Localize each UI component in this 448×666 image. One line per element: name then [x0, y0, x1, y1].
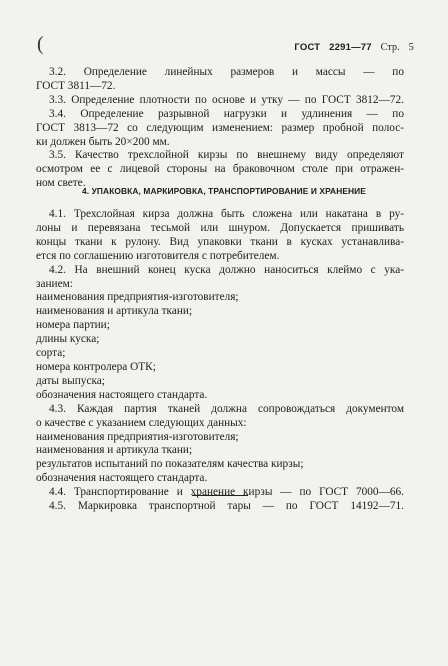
list-item: наименования и артикула ткани;: [36, 305, 193, 318]
list-item: номера партии;: [36, 319, 110, 332]
page-label: Стр.: [380, 42, 400, 53]
text-line: 4.4. Транспортирование и хранение кирзы — по ГОСТ 7000—66.: [49, 486, 404, 499]
text-line: ГОСТ 3811—72.: [36, 79, 116, 92]
text-line: 4.5. Маркировка транспортной тары — по ГОСТ 14192—71.: [49, 500, 404, 513]
text-line: ном свете.: [36, 177, 86, 190]
text-line: о качестве с указанием следующих данных:: [36, 416, 247, 429]
list-item: обозначения настоящего стандарта.: [36, 388, 208, 401]
list-item: наименования и артикула ткани;: [36, 444, 193, 457]
end-rule: [192, 495, 248, 496]
page-header: [288, 42, 414, 53]
list-item: наименования предприятия-изготовителя;: [36, 291, 239, 304]
text-line: 3.4. Определение разрывной нагрузки и удлинения — по: [49, 107, 404, 120]
text-line: 4.1. Трехслойная кирза должна быть сложена или накатана в ру-: [49, 208, 404, 220]
text-line: ки должен быть 20×200 мм.: [36, 135, 170, 148]
list-item: номера контролера ОТК;: [36, 360, 156, 373]
text-line: 4.3. Каждая партия тканей должна сопровождаться документом: [49, 402, 404, 415]
text-line: 3.3. Определение плотности по основе и утку — по ГОСТ 3812—72.: [49, 93, 404, 106]
text-line: ГОСТ 3813—72 со следующим изменением: размер пробной полос-: [36, 121, 404, 134]
margin-mark: (: [37, 33, 44, 55]
text-line: занием:: [36, 277, 73, 290]
list-item: длины куска;: [36, 333, 100, 346]
page-number: 5: [408, 42, 414, 53]
text-line: 3.2. Определение линейных размеров и массы — по: [49, 66, 404, 78]
text-line: осмотром ее с лицевой стороны на браковочном столе при отражен-: [36, 163, 404, 176]
list-item: сорта;: [36, 347, 66, 360]
text-line: ется по соглашению изготовителя с потребителем.: [36, 249, 280, 262]
list-item: даты выпуска;: [36, 374, 105, 387]
section-4-text: [36, 208, 404, 514]
text-line: лоны и перевязана тесьмой или шнуром. Допускается пришивать: [36, 221, 404, 234]
list-item: обозначения настоящего стандарта.: [36, 472, 208, 485]
text-line: 3.5. Качество трехслойной кирзы по внешнему виду определяют: [49, 149, 404, 162]
standard-number: 2291—77: [329, 42, 372, 53]
list-item: результатов испытаний по показателям качества кирзы;: [36, 458, 304, 471]
gost-label: ГОСТ: [294, 42, 321, 53]
section-3-text: [36, 66, 404, 191]
text-line: концы ткани к рулону. Вид упаковки ткани в кусках устанавлива-: [36, 235, 404, 248]
section-4-heading: 4. УПАКОВКА, МАРКИРОВКА, ТРАНСПОРТИРОВАНИЕ И ХРАНЕНИЕ: [82, 186, 366, 196]
text-line: 4.2. На внешний конец куска должно наноситься клеймо с ука-: [49, 263, 404, 276]
list-item: наименования предприятия-изготовителя;: [36, 430, 239, 443]
